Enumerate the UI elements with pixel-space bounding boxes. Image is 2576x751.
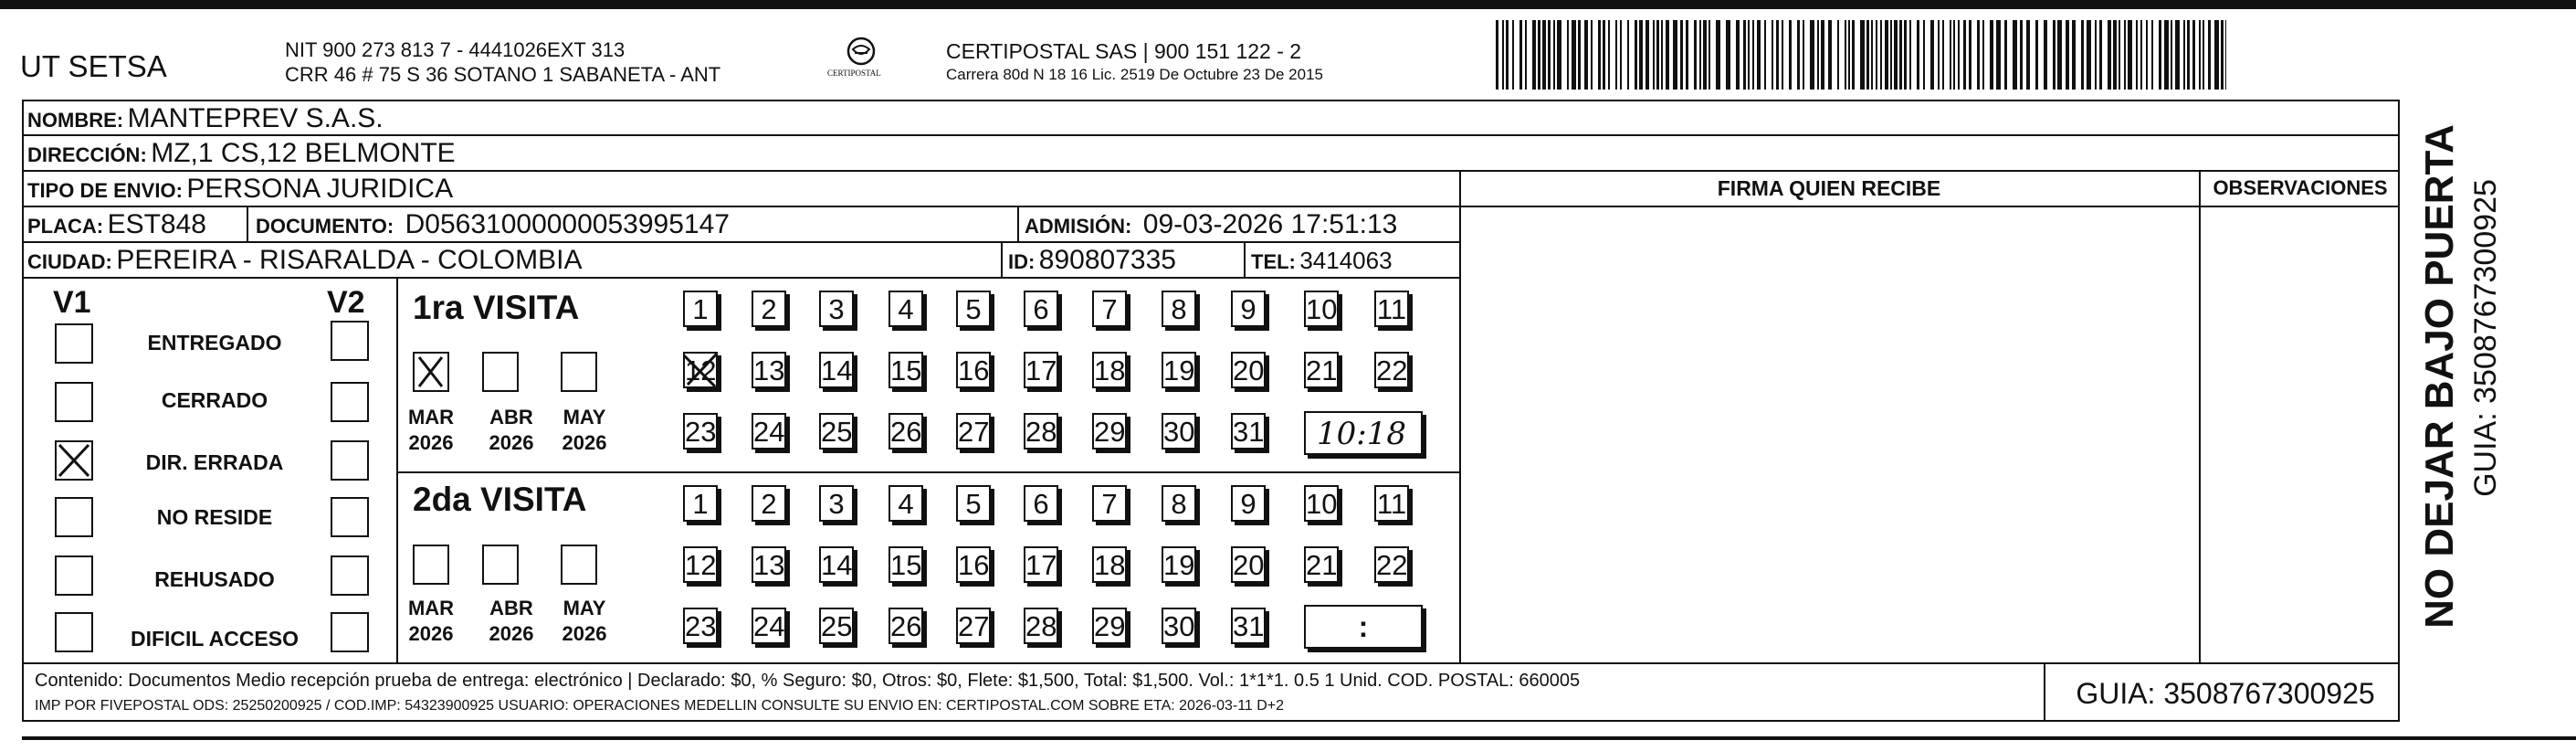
divider bbox=[2044, 662, 2045, 722]
barcode-bar bbox=[2087, 20, 2091, 90]
status-dificil-acceso-label: DIFICIL ACCESO bbox=[130, 627, 299, 651]
barcode-bar bbox=[1923, 20, 1925, 90]
barcode-bar bbox=[1716, 20, 1720, 90]
visit1-day-25[interactable]: 25 bbox=[819, 413, 854, 450]
barcode-bar bbox=[1950, 20, 1951, 90]
v1-no-reside-checkbox[interactable] bbox=[55, 497, 93, 537]
city-value: PEREIRA - RISARALDA - COLOMBIA bbox=[116, 245, 583, 275]
plate-label: PLACA: bbox=[27, 215, 104, 238]
visit2-day-7[interactable]: 7 bbox=[1092, 485, 1127, 522]
barcode-bar bbox=[1726, 20, 1730, 90]
barcode-bar bbox=[1776, 20, 1779, 90]
barcode-bar bbox=[1866, 20, 1869, 90]
visit2-day-24[interactable]: 24 bbox=[752, 608, 786, 644]
company-name: UT SETSA bbox=[20, 49, 167, 83]
visit1-day-3[interactable]: 3 bbox=[819, 291, 854, 327]
check-mark-icon bbox=[680, 350, 720, 390]
barcode-bar bbox=[1709, 20, 1710, 90]
barcode-bar bbox=[2108, 20, 2111, 90]
barcode-bar bbox=[1591, 20, 1593, 90]
visit1-day-5[interactable]: 5 bbox=[956, 291, 991, 327]
barcode-bar bbox=[1598, 20, 1601, 90]
barcode-bar bbox=[1542, 20, 1546, 90]
status-cerrado-label: CERRADO bbox=[161, 388, 268, 412]
visit1-month-abr-label: ABR 2026 bbox=[489, 406, 534, 454]
v1-rehusado-checkbox[interactable] bbox=[55, 555, 93, 596]
id-field bbox=[1008, 247, 1176, 274]
barcode-bar bbox=[1532, 20, 1536, 90]
barcode-bar bbox=[1899, 20, 1902, 90]
barcode-bar bbox=[2140, 20, 2142, 90]
logo-text: CERTIPOSTAL bbox=[827, 69, 881, 78]
visit2-day-15[interactable]: 15 bbox=[888, 546, 923, 583]
shipment-type-field bbox=[27, 175, 453, 203]
no-dejar-bajo-puerta-notice: NO DEJAR BAJO PUERTA bbox=[2417, 124, 2462, 629]
visit1-day-2[interactable]: 2 bbox=[752, 291, 786, 327]
barcode-bar bbox=[1656, 20, 1659, 90]
barcode-bar bbox=[1797, 20, 1800, 90]
barcode-bar bbox=[2081, 20, 2084, 90]
visit2-month-may-label: MAY 2026 bbox=[562, 597, 607, 645]
barcode-bar bbox=[2164, 20, 2169, 90]
barcode-bar bbox=[2044, 20, 2047, 90]
barcode-bar bbox=[1548, 20, 1551, 90]
visit1-day-4[interactable]: 4 bbox=[888, 291, 923, 327]
barcode-bar bbox=[1782, 20, 1783, 90]
signature-header: FIRMA QUIEN RECIBE bbox=[1717, 176, 1941, 200]
barcode-bar bbox=[1666, 20, 1669, 90]
certipostal-logo bbox=[820, 35, 902, 86]
plate-value: EST848 bbox=[107, 209, 206, 239]
bottom-border bbox=[22, 736, 2576, 740]
status-entregado-label: ENTREGADO bbox=[147, 331, 282, 354]
visit2-day-21[interactable]: 21 bbox=[1304, 546, 1339, 583]
barcode-bar bbox=[1506, 20, 1509, 90]
barcode-bar bbox=[1639, 20, 1643, 90]
visit2-day-14[interactable]: 14 bbox=[819, 546, 854, 583]
barcode-bar bbox=[2203, 20, 2204, 90]
document-value: D05631000000053995147 bbox=[405, 209, 730, 239]
tel-field bbox=[1251, 249, 1393, 272]
barcode-bar bbox=[1567, 20, 1569, 90]
visit1-month-abr-checkbox[interactable] bbox=[482, 352, 519, 392]
visit2-day-1[interactable]: 1 bbox=[683, 485, 718, 522]
visit2-day-18[interactable]: 18 bbox=[1092, 546, 1127, 583]
barcode-bar bbox=[1996, 20, 2001, 90]
v2-header: V2 bbox=[327, 285, 365, 320]
barcode-bar bbox=[1963, 20, 1966, 90]
barcode-bar bbox=[1828, 20, 1832, 90]
barcode-bar bbox=[1553, 20, 1555, 90]
visit2-month-abr-label: ABR 2026 bbox=[489, 597, 534, 645]
divider bbox=[1244, 241, 1246, 277]
v2-entregado-checkbox[interactable] bbox=[331, 321, 369, 361]
visit2-day-28[interactable]: 28 bbox=[1024, 608, 1058, 644]
carrier-line: CERTIPOSTAL SAS | 900 151 122 - 2 bbox=[946, 39, 1302, 63]
barcode-bar bbox=[1496, 20, 1498, 90]
visit2-day-29[interactable]: 29 bbox=[1092, 608, 1127, 644]
barcode-bar bbox=[1620, 20, 1622, 90]
visit1-day-31[interactable]: 31 bbox=[1231, 413, 1266, 450]
barcode-bar bbox=[1645, 20, 1649, 90]
visit1-day-22[interactable]: 22 bbox=[1374, 352, 1409, 388]
divider bbox=[396, 277, 398, 662]
divider bbox=[247, 206, 248, 241]
barcode-bar bbox=[1757, 20, 1761, 90]
barcode-bar bbox=[1578, 20, 1581, 90]
divider bbox=[1459, 206, 2400, 207]
barcode-bar bbox=[2151, 20, 2153, 90]
barcode-bar bbox=[1538, 20, 1540, 90]
barcode-bar bbox=[2013, 20, 2017, 90]
shipment-type-value: PERSONA JURIDICA bbox=[186, 174, 454, 204]
visit1-month-may-label: MAY 2026 bbox=[562, 406, 607, 454]
barcode-bar bbox=[2225, 20, 2226, 90]
visit1-month-may-checkbox[interactable] bbox=[561, 352, 597, 392]
barcode-bar bbox=[1673, 20, 1677, 90]
barcode-bar bbox=[2020, 20, 2023, 90]
barcode-bar bbox=[1748, 20, 1750, 90]
address-field bbox=[27, 140, 456, 167]
visit1-title: 1ra VISITA bbox=[413, 289, 580, 326]
plate-field bbox=[27, 211, 206, 238]
v2-no-reside-checkbox[interactable] bbox=[331, 497, 369, 537]
status-dir-errada-label: DIR. ERRADA bbox=[145, 450, 284, 474]
barcode-bar bbox=[1557, 20, 1561, 90]
barcode-bar bbox=[2146, 20, 2148, 90]
barcode-bar bbox=[2128, 20, 2132, 90]
barcode-bar bbox=[1982, 20, 1984, 90]
barcode-bar bbox=[2095, 20, 2097, 90]
barcode-bar bbox=[1942, 20, 1944, 90]
barcode-bar bbox=[1525, 20, 1527, 90]
visit1-day-30[interactable]: 30 bbox=[1162, 413, 1196, 450]
footer-content-line: Contenido: Documentos Medio recepción prueba de entrega: electrónico | Declarado: $0, % Seguro: $0, Otros: $0, Flete: $1,500, Total: $1,500. Vol.: 1*1*1. 0.5 1 Unid. COD. POSTAL: 660005 bbox=[35, 671, 1581, 691]
name-field bbox=[27, 105, 384, 132]
barcode-bar bbox=[1938, 20, 1940, 90]
barcode-bar bbox=[1512, 20, 1514, 90]
v2-dificil-acceso-checkbox[interactable] bbox=[331, 612, 369, 652]
barcode-bar bbox=[1803, 20, 1804, 90]
barcode-bar bbox=[2035, 20, 2038, 90]
barcode-bar bbox=[1871, 20, 1873, 90]
barcode-bar bbox=[1845, 20, 1846, 90]
barcode-bar bbox=[1680, 20, 1683, 90]
visit1-day-21[interactable]: 21 bbox=[1304, 352, 1339, 388]
visit1-day-27[interactable]: 27 bbox=[956, 413, 991, 450]
barcode-bar bbox=[1848, 20, 1850, 90]
v1-entregado-checkbox[interactable] bbox=[55, 323, 93, 364]
divider bbox=[1001, 241, 1003, 277]
divider bbox=[22, 277, 1459, 279]
visit2-month-mar-checkbox[interactable] bbox=[413, 545, 449, 585]
v2-cerrado-checkbox[interactable] bbox=[331, 382, 369, 422]
divider bbox=[2199, 170, 2201, 662]
barcode-bar bbox=[1699, 20, 1701, 90]
v1-cerrado-checkbox[interactable] bbox=[55, 382, 93, 422]
visit2-day-6[interactable]: 6 bbox=[1024, 485, 1058, 522]
visit2-day-27[interactable]: 27 bbox=[956, 608, 991, 644]
barcode-bar bbox=[1635, 20, 1637, 90]
footer-print-line: IMP POR FIVEPOSTAL ODS: 25250200925 / COD.IMP: 54323900925 USUARIO: OPERACIONES MEDELLIN CONSULTE SU ENVIO EN: CERTIPOSTAL.COM SOBRE ETA: 2026-03-11 D+2 bbox=[35, 698, 1285, 714]
visit1-day-14[interactable]: 14 bbox=[819, 352, 854, 388]
barcode-bar bbox=[1661, 20, 1663, 90]
barcode-bar bbox=[1904, 20, 1907, 90]
barcode-bar bbox=[1502, 20, 1504, 90]
tel-value: 3414063 bbox=[1299, 247, 1393, 274]
visit1-month-mar-checkbox[interactable] bbox=[413, 352, 449, 392]
admission-value: 09-03-2026 17:51:13 bbox=[1142, 209, 1398, 239]
barcode-bar bbox=[1837, 20, 1839, 90]
barcode-bar bbox=[1810, 20, 1814, 90]
visit2-day-3[interactable]: 3 bbox=[819, 485, 854, 522]
barcode-bar bbox=[1894, 20, 1898, 90]
visit1-day-26[interactable]: 26 bbox=[888, 413, 923, 450]
visit1-day-7[interactable]: 7 bbox=[1092, 291, 1127, 327]
barcode-bar bbox=[2187, 20, 2190, 90]
city-label: CIUDAD: bbox=[27, 250, 112, 273]
visit1-day-16[interactable]: 16 bbox=[956, 352, 991, 388]
barcode-bar bbox=[1821, 20, 1824, 90]
visit2-day-30[interactable]: 30 bbox=[1162, 608, 1196, 644]
barcode-bar bbox=[1694, 20, 1697, 90]
barcode-bar bbox=[2113, 20, 2117, 90]
visit1-day-15[interactable]: 15 bbox=[888, 352, 923, 388]
visit2-day-25[interactable]: 25 bbox=[819, 608, 854, 644]
address-line: CRR 46 # 75 S 36 SOTANO 1 SABANETA - ANT bbox=[285, 63, 721, 86]
visit2-month-mar-label: MAR 2026 bbox=[407, 597, 455, 645]
barcode-bar bbox=[2208, 20, 2211, 90]
visit1-day-1[interactable]: 1 bbox=[683, 291, 718, 327]
visit1-day-12[interactable]: 12 bbox=[683, 352, 718, 388]
barcode-bar bbox=[1917, 20, 1919, 90]
divider bbox=[1017, 206, 1019, 241]
barcode-bar bbox=[1736, 20, 1740, 90]
barcode-bar bbox=[2072, 20, 2076, 90]
side-guide-number: GUIA: 3508767300925 bbox=[2468, 179, 2503, 497]
visit1-day-20[interactable]: 20 bbox=[1231, 352, 1266, 388]
v2-rehusado-checkbox[interactable] bbox=[331, 555, 369, 596]
barcode-bar bbox=[1519, 20, 1522, 90]
document-label: DOCUMENTO: bbox=[256, 215, 394, 238]
visit1-day-11[interactable]: 11 bbox=[1374, 291, 1409, 327]
visit2-day-31[interactable]: 31 bbox=[1231, 608, 1266, 644]
barcode-bar bbox=[1953, 20, 1955, 90]
visit2-day-4[interactable]: 4 bbox=[888, 485, 923, 522]
id-value: 890807335 bbox=[1038, 245, 1176, 275]
id-label: ID: bbox=[1008, 250, 1036, 273]
barcode-bar bbox=[2004, 20, 2007, 90]
barcode-bar bbox=[1608, 20, 1610, 90]
divider bbox=[22, 134, 2400, 136]
visit2-title: 2da VISITA bbox=[413, 481, 587, 518]
barcode-bar bbox=[1885, 20, 1888, 90]
barcode-bar bbox=[1817, 20, 1819, 90]
visit1-day-13[interactable]: 13 bbox=[752, 352, 786, 388]
visit1-day-10[interactable]: 10 bbox=[1304, 291, 1339, 327]
barcode-bar bbox=[1860, 20, 1865, 90]
barcode-bar bbox=[2214, 20, 2219, 90]
barcode-bar bbox=[2053, 20, 2056, 90]
visit2-day-26[interactable]: 26 bbox=[888, 608, 923, 644]
visit2-day-10[interactable]: 10 bbox=[1304, 485, 1339, 522]
barcode-bar bbox=[1969, 20, 1971, 90]
visit2-day-13[interactable]: 13 bbox=[752, 546, 786, 583]
name-label: NOMBRE: bbox=[27, 109, 124, 132]
barcode-bar bbox=[2175, 20, 2180, 90]
barcode-bar bbox=[2026, 20, 2030, 90]
divider bbox=[22, 170, 2400, 172]
v1-dificil-acceso-checkbox[interactable] bbox=[55, 612, 93, 652]
license-line: Carrera 80d N 18 16 Lic. 2519 De Octubre 23 De 2015 bbox=[946, 66, 1323, 83]
divider bbox=[396, 471, 1459, 473]
visit2-day-9[interactable]: 9 bbox=[1231, 485, 1266, 522]
barcode-bar bbox=[1852, 20, 1855, 90]
visit2-day-2[interactable]: 2 bbox=[752, 485, 786, 522]
barcode-bar bbox=[2199, 20, 2201, 90]
visit1-day-18[interactable]: 18 bbox=[1092, 352, 1127, 388]
barcode-bar bbox=[2057, 20, 2062, 90]
barcode-bar bbox=[2119, 20, 2120, 90]
barcode-bar bbox=[2099, 20, 2102, 90]
barcode-bar bbox=[2136, 20, 2138, 90]
visit1-day-24[interactable]: 24 bbox=[752, 413, 786, 450]
visit2-day-11[interactable]: 11 bbox=[1374, 485, 1409, 522]
check-mark-icon bbox=[57, 442, 91, 479]
barcode-bar bbox=[1764, 20, 1766, 90]
city-field bbox=[27, 247, 582, 274]
barcode-bar bbox=[1615, 20, 1617, 90]
visit1-time-box[interactable] bbox=[1304, 411, 1423, 455]
barcode-bar bbox=[1909, 20, 1911, 90]
visit2-day-23[interactable]: 23 bbox=[683, 608, 718, 644]
barcode-bar bbox=[1627, 20, 1629, 90]
check-mark-icon bbox=[415, 354, 447, 390]
observations-header: OBSERVACIONES bbox=[2213, 176, 2388, 199]
visit1-day-29[interactable]: 29 bbox=[1092, 413, 1127, 450]
barcode-bar bbox=[1603, 20, 1605, 90]
barcode-bar bbox=[1930, 20, 1934, 90]
visit2-day-19[interactable]: 19 bbox=[1162, 546, 1196, 583]
visit1-day-23[interactable]: 23 bbox=[683, 413, 718, 450]
visit2-time: : bbox=[1358, 610, 1369, 643]
visit1-day-17[interactable]: 17 bbox=[1024, 352, 1058, 388]
tel-label: TEL: bbox=[1251, 250, 1296, 273]
barcode-bar bbox=[1743, 20, 1746, 90]
nit-line: NIT 900 273 813 7 - 4441026EXT 313 bbox=[285, 38, 626, 61]
top-border bbox=[0, 0, 2576, 9]
barcode-bar bbox=[2066, 20, 2069, 90]
barcode-bar bbox=[1977, 20, 1980, 90]
barcode-bar bbox=[1752, 20, 1754, 90]
name-value: MANTEPREV S.A.S. bbox=[127, 103, 384, 133]
barcode-bar bbox=[1990, 20, 1993, 90]
barcode-bar bbox=[1584, 20, 1588, 90]
visit2-day-20[interactable]: 20 bbox=[1231, 546, 1266, 583]
visit2-day-17[interactable]: 17 bbox=[1024, 546, 1058, 583]
barcode-bar bbox=[2183, 20, 2185, 90]
footer-guide-number: GUIA: 3508767300925 bbox=[2076, 677, 2375, 710]
barcode-bar bbox=[1876, 20, 1877, 90]
divider bbox=[1459, 170, 1461, 662]
visit1-day-9[interactable]: 9 bbox=[1231, 291, 1266, 327]
visit2-day-22[interactable]: 22 bbox=[1374, 546, 1409, 583]
address-label: DIRECCIÓN: bbox=[27, 143, 147, 166]
visit2-day-12[interactable]: 12 bbox=[683, 546, 718, 583]
visit2-month-abr-checkbox[interactable] bbox=[482, 545, 519, 585]
barcode-bar bbox=[1880, 20, 1882, 90]
barcode-bar bbox=[2124, 20, 2126, 90]
v1-header: V1 bbox=[53, 285, 91, 320]
barcode-bar bbox=[2192, 20, 2195, 90]
barcode-bar bbox=[1890, 20, 1892, 90]
admission-field bbox=[1025, 211, 1397, 238]
visit2-day-8[interactable]: 8 bbox=[1162, 485, 1196, 522]
visit1-month-mar-label: MAR 2026 bbox=[407, 406, 455, 454]
document-field bbox=[256, 211, 730, 238]
status-rehusado-label: REHUSADO bbox=[154, 567, 275, 591]
barcode-bar bbox=[1686, 20, 1688, 90]
shipment-type-label: TIPO DE ENVIO: bbox=[27, 179, 183, 202]
barcode-bar bbox=[1772, 20, 1773, 90]
barcode-bar bbox=[1789, 20, 1792, 90]
visit1-day-19[interactable]: 19 bbox=[1162, 352, 1196, 388]
visit2-month-may-checkbox[interactable] bbox=[561, 545, 597, 585]
barcode-bar bbox=[2159, 20, 2161, 90]
barcode bbox=[1496, 20, 2226, 90]
v2-dir-errada-checkbox[interactable] bbox=[331, 440, 369, 481]
v1-dir-errada-checkbox[interactable] bbox=[55, 440, 93, 481]
barcode-bar bbox=[1653, 20, 1655, 90]
barcode-bar bbox=[2221, 20, 2224, 90]
visit2-day-16[interactable]: 16 bbox=[956, 546, 991, 583]
visit2-time-box[interactable] bbox=[1304, 605, 1423, 649]
visit1-time: 10:18 bbox=[1317, 416, 1406, 452]
address-value: MZ,1 CS,12 BELMONTE bbox=[151, 138, 456, 168]
barcode-bar bbox=[1958, 20, 1960, 90]
barcode-bar bbox=[1703, 20, 1707, 90]
barcode-bar bbox=[2171, 20, 2172, 90]
visit1-day-6[interactable]: 6 bbox=[1024, 291, 1058, 327]
admission-label: ADMISIÓN: bbox=[1025, 215, 1132, 238]
visit1-day-28[interactable]: 28 bbox=[1024, 413, 1058, 450]
visit1-day-8[interactable]: 8 bbox=[1162, 291, 1196, 327]
barcode-bar bbox=[1572, 20, 1576, 90]
visit2-day-5[interactable]: 5 bbox=[956, 485, 991, 522]
status-no-reside-label: NO RESIDE bbox=[156, 505, 273, 529]
